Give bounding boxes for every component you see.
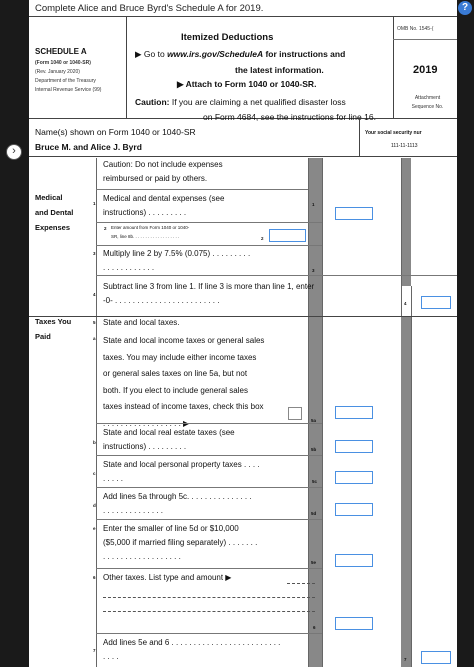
goto-prefix: ▶ Go to — [135, 49, 168, 59]
line-number: d — [93, 503, 96, 508]
text: State and local income taxes or general sales — [103, 336, 265, 345]
divider — [96, 487, 322, 488]
line-5d-amount-input[interactable] — [335, 503, 373, 516]
schedule-label: SCHEDULE A — [35, 47, 87, 56]
box-number: 1 — [312, 202, 315, 207]
caution-text: If you are claiming a net qualified disaster loss — [169, 97, 346, 107]
divider — [359, 119, 360, 157]
attach-instruction: ▶ Attach to Form 1040 or 1040-SR. — [177, 79, 317, 89]
text: Enter amount from Form 1040 or 1040- — [111, 225, 190, 230]
text: instructions) . . . . . . . . . — [103, 442, 187, 451]
goto-line2: the latest information. — [235, 65, 324, 75]
text: both. If you elect to include general sales — [103, 385, 248, 395]
text: ($5,000 if married filing separately) . . . . . . . — [103, 538, 258, 547]
line-number: e — [93, 526, 96, 531]
line-6-amount-input[interactable] — [335, 617, 373, 630]
assignment-instruction: Complete Alice and Bruce Byrd's Schedule A for 2019. — [35, 3, 264, 14]
box-number: 5d — [311, 511, 317, 516]
line-number: 3 — [93, 251, 96, 256]
text: State and local real estate taxes (see — [103, 428, 235, 437]
divider — [393, 39, 457, 40]
ssn-label: Your social security nur — [365, 130, 422, 136]
text: . . . . — [103, 652, 119, 661]
text: or general sales taxes on line 5a, but not — [103, 369, 248, 378]
text: Add lines 5a through 5c. . . . . . . . . . . . . . . — [103, 492, 252, 501]
divider — [96, 189, 308, 190]
text: Enter the smaller of line 5d or $10,000 — [103, 524, 239, 533]
box-number: 2 — [261, 236, 264, 241]
medical-section-title — [35, 190, 73, 235]
blank-column — [411, 158, 457, 286]
line-5d-text — [103, 490, 328, 518]
text: . . . . . . . . . . . . . . . . . . ▶ — [103, 418, 190, 428]
text: Caution: Do not include expenses — [103, 160, 223, 169]
divider — [96, 245, 322, 246]
text: State and local personal property taxes . . . . — [103, 460, 260, 469]
shaded-column — [401, 317, 411, 667]
line-7-amount-input[interactable] — [421, 651, 451, 664]
divider — [96, 519, 322, 520]
text: . . . . . . . . . . . . . . — [103, 506, 164, 515]
shaded-column — [401, 158, 411, 286]
line-2-amount-input[interactable] — [269, 229, 306, 242]
tax-year: 2019 — [413, 64, 438, 76]
omb-number: OMB No. 1545-( — [397, 26, 434, 32]
section-label: and Dental — [35, 208, 74, 217]
divider — [96, 423, 322, 424]
line-number: 4 — [93, 292, 96, 297]
line-5b-text — [103, 426, 328, 454]
line-5c-text — [103, 458, 328, 486]
taxpayer-names-row — [29, 119, 457, 157]
caution-label: Caution: — [135, 97, 170, 107]
text: taxes. You may include either income taxes — [103, 352, 257, 362]
line-3-text — [103, 247, 328, 275]
divider — [96, 275, 457, 276]
divider — [393, 16, 394, 119]
line-1-text — [103, 192, 328, 220]
line-5e-text — [103, 522, 328, 564]
other-taxes-entry-line[interactable] — [287, 583, 315, 584]
medical-caution — [103, 158, 328, 186]
form-ref: (Form 1040 or 1040-SR) — [35, 60, 91, 66]
box-number: 5e — [311, 560, 317, 565]
taxpayer-names: Bruce M. and Alice J. Byrd — [35, 142, 142, 152]
text: Medical and dental expenses (see — [103, 194, 225, 203]
divider — [126, 16, 127, 119]
line-5e-amount-input[interactable] — [335, 554, 373, 567]
line-4-text — [103, 280, 403, 308]
caution-line2: on Form 4684, see the instructions for line 16. — [203, 112, 376, 122]
attachment-sequence — [400, 94, 455, 112]
box-number: 6 — [313, 625, 316, 630]
text: SR, line 8b. . . . . . . . . . . . . . . . . . . — [111, 234, 180, 239]
department: Department of the Treasury — [35, 78, 96, 84]
section-label: Paid — [35, 332, 51, 341]
text: Subtract line 3 from line 1. If line 3 is more than line 1, enter — [103, 282, 315, 291]
line-number: 1 — [93, 201, 96, 206]
taxes-section-title — [35, 314, 71, 344]
section-label: Taxes You — [35, 317, 72, 326]
text: taxes instead of income taxes, check this box — [103, 402, 264, 411]
form-header — [29, 16, 457, 122]
line-number: 5 — [93, 320, 96, 325]
line-number: a — [93, 336, 96, 341]
line-7-text — [103, 636, 403, 664]
nav-chevron-icon[interactable]: › — [6, 144, 22, 160]
line-1-amount-input[interactable] — [335, 207, 373, 220]
box-number: 5c — [312, 479, 318, 484]
text: . . . . . . . . . . . . — [103, 263, 155, 272]
line-number: c — [93, 471, 96, 476]
box-number: 3 — [312, 268, 315, 273]
other-taxes-entry-line[interactable] — [103, 611, 315, 612]
ssn-value: 111-11-1113 — [391, 143, 418, 149]
box-number: 4 — [404, 301, 407, 306]
form-title: Itemized Deductions — [181, 32, 274, 43]
section-label: Medical — [35, 193, 63, 202]
line-5a-amount-input[interactable] — [335, 406, 373, 419]
box-number: 7 — [404, 657, 407, 662]
goto-instructions — [135, 46, 405, 78]
agency: Internal Revenue Service (99) — [35, 87, 102, 93]
text: instructions) . . . . . . . . . — [103, 208, 187, 217]
line-5b-amount-input[interactable] — [335, 440, 373, 453]
other-taxes-entry-line[interactable] — [103, 597, 315, 598]
attachment-label: Attachment — [414, 95, 441, 101]
schedule-a-form — [29, 0, 457, 667]
line-number: b — [93, 440, 96, 445]
line-5c-amount-input[interactable] — [335, 471, 373, 484]
box-number: 5a — [311, 418, 317, 423]
goto-suffix: for instructions and — [263, 49, 346, 59]
line-number: 6 — [93, 575, 96, 580]
divider — [96, 633, 322, 634]
names-label: Name(s) shown on Form 1040 or 1040-SR — [35, 127, 196, 137]
general-sales-tax-checkbox[interactable] — [288, 407, 302, 420]
text: reimbursed or paid by others. — [103, 174, 208, 183]
text: Add lines 5e and 6 . . . . . . . . . . . . . . . . . . . . . . . . . — [103, 638, 281, 647]
line-6-text: Other taxes. List type and amount ▶ — [103, 573, 232, 582]
text: . . . . . . . . . . . . . . . . . . — [103, 552, 181, 561]
line-5-text: State and local taxes. — [103, 318, 180, 327]
line-number: 2 — [104, 226, 107, 231]
divider — [96, 158, 97, 667]
irs-link[interactable]: www.irs.gov/ScheduleA — [167, 49, 264, 59]
line-number: 7 — [93, 648, 96, 653]
box-number: 5b — [311, 447, 317, 452]
text: Multiply line 2 by 7.5% (0.075) . . . . . . . . . — [103, 249, 251, 258]
divider — [96, 568, 322, 569]
revision-date: (Rev. January 2020) — [35, 69, 80, 75]
section-label: Expenses — [35, 223, 71, 232]
line-4-amount-input[interactable] — [421, 296, 451, 309]
text: -0- . . . . . . . . . . . . . . . . . . . . . . . . — [103, 296, 220, 305]
divider — [96, 455, 322, 456]
help-icon[interactable]: ? — [458, 1, 472, 15]
sequence-label: Sequence No. — [411, 104, 444, 110]
text: . . . . . — [103, 474, 124, 483]
